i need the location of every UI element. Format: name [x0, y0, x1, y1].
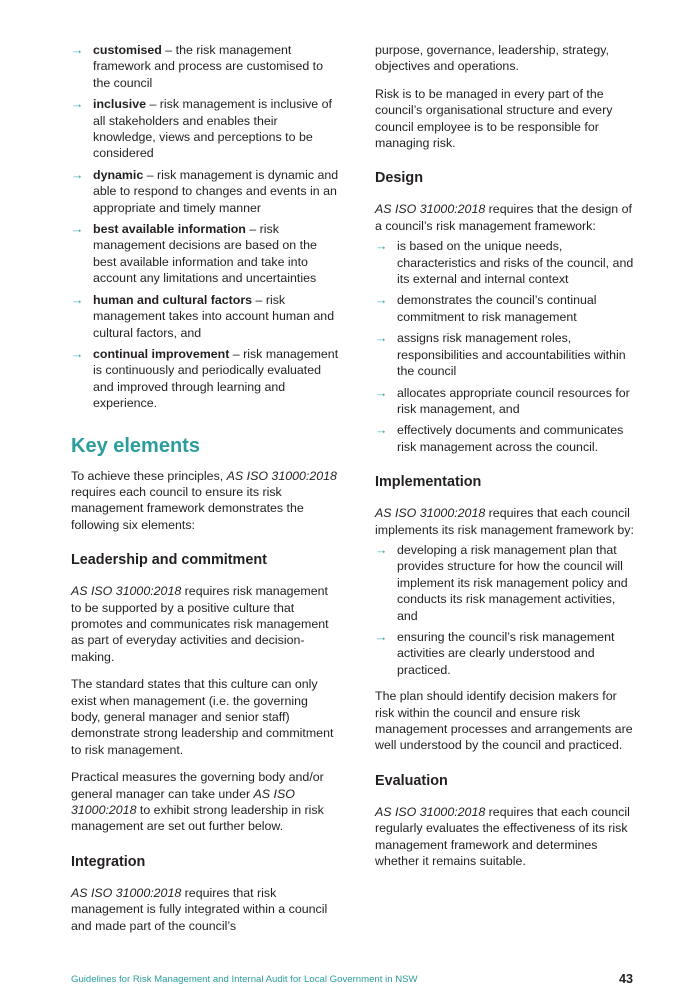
bullet-text: – risk management takes into account human and cultural factors, and: [93, 292, 335, 340]
bullet-text: assigns risk management roles, responsibilities and accountabilities within the council: [397, 331, 626, 379]
list-item: [71, 42, 339, 91]
list-item: [375, 629, 637, 678]
arrow-bullet-icon: →: [71, 167, 84, 182]
paragraph-text: requires that risk management is fully integrated within a council and made part of the council’s: [71, 885, 328, 933]
paragraph-text: requires that each council regularly evaluates the effectiveness of its risk management framework and determines whether it remains suitable.: [375, 804, 630, 869]
arrow-bullet-icon: →: [375, 385, 388, 400]
bullet-text: – risk management is inclusive of all stakeholders and enables their knowledge, views and perceptions to be considered: [93, 97, 332, 161]
bullet-text: effectively documents and communicates risk management across the council.: [397, 423, 624, 454]
implementation-heading: Implementation: [375, 474, 482, 491]
arrow-bullet-icon: →: [71, 43, 84, 57]
bullet-text: – the risk management framework and process are customised to the council: [93, 43, 324, 90]
evaluation-heading: Evaluation: [375, 772, 448, 789]
bullet-text: demonstrates the council’s continual commitment to risk management: [397, 293, 597, 324]
list-item: [71, 167, 339, 216]
integration-paragraph-continued: purpose, governance, leadership, strategy, objectives and operations.: [375, 43, 609, 74]
leadership-paragraph: [71, 583, 339, 665]
page-number: 43: [619, 972, 634, 986]
design-intro: [375, 201, 637, 234]
integration-heading: Integration: [71, 853, 146, 870]
arrow-bullet-icon: →: [71, 97, 84, 112]
intro-text: requires each council to ensure its risk management framework demonstrates the following six elements:: [71, 484, 304, 532]
list-item: [71, 346, 339, 412]
key-elements-heading: Key elements: [71, 434, 200, 457]
standard-ref: AS ISO 31000:2018: [375, 804, 486, 819]
bullet-text: allocates appropriate council resources for risk management, and: [397, 385, 630, 416]
intro-text: To achieve these principles,: [71, 468, 227, 483]
arrow-bullet-icon: →: [375, 293, 388, 308]
paragraph-text: Practical measures the governing body and/or general manager can take under: [71, 770, 324, 801]
key-elements-intro: [71, 468, 339, 534]
implementation-paragraph: The plan should identify decision makers for risk within the council and ensure risk management processes and arrangements are well understood by the council and practiced.: [375, 689, 633, 753]
footer-title: Guidelines for Risk Management and Internal Audit for Local Government in NSW: [71, 974, 418, 985]
bullet-text: – risk management decisions are based on the best available information and take into account any limitations and uncertainties: [93, 222, 317, 286]
bullet-text: ensuring the council’s risk management activities are clearly understood and practiced.: [397, 629, 615, 677]
principles-list: [71, 42, 339, 412]
list-item: [375, 385, 637, 418]
bullet-term: best available information: [93, 222, 246, 237]
list-item: [375, 422, 637, 455]
arrow-bullet-icon: →: [375, 542, 388, 557]
list-item: [375, 330, 637, 379]
arrow-bullet-icon: →: [71, 292, 84, 307]
bullet-term: human and cultural factors: [93, 292, 253, 307]
arrow-bullet-icon: →: [375, 239, 388, 254]
bullet-text: – risk management is dynamic and able to respond to changes and events in an appropriate and timely manner: [93, 167, 339, 215]
standard-ref: AS ISO 31000:2018: [375, 506, 486, 521]
leadership-paragraph: [71, 769, 339, 835]
standard-ref: AS ISO 31000:2018: [375, 202, 486, 217]
arrow-bullet-icon: →: [375, 423, 388, 438]
implementation-list: [375, 542, 637, 678]
standard-ref: AS ISO 31000:2018: [71, 584, 182, 599]
arrow-bullet-icon: →: [375, 331, 388, 346]
evaluation-paragraph: [375, 804, 637, 870]
arrow-bullet-icon: →: [375, 629, 388, 644]
standard-ref: AS ISO 31000:2018: [71, 885, 182, 900]
list-item: [71, 96, 339, 162]
bullet-term: inclusive: [93, 97, 147, 112]
arrow-bullet-icon: →: [71, 346, 84, 361]
paragraph-text: requires that the design of a council’s risk management framework:: [375, 202, 632, 233]
list-item: [375, 542, 637, 624]
paragraph-text: to exhibit strong leadership in risk management are set out further below.: [71, 803, 324, 834]
standard-ref: AS ISO 31000:2018: [71, 786, 295, 818]
bullet-term: customised: [93, 43, 162, 57]
design-heading: Design: [375, 170, 423, 187]
implementation-intro: [375, 505, 637, 538]
standard-ref: AS ISO 31000:2018: [226, 468, 337, 483]
integration-paragraph: Risk is to be managed in every part of the council’s organisational structure and every council employee is to be responsible for managing risk.: [375, 86, 613, 151]
arrow-bullet-icon: →: [71, 222, 84, 237]
design-list: [375, 238, 637, 455]
leadership-heading: Leadership and commitment: [71, 552, 267, 569]
bullet-term: continual improvement: [93, 346, 230, 361]
bullet-term: dynamic: [93, 167, 144, 182]
paragraph-text: requires risk management to be supported by a positive culture that promotes and communicates risk management as part of everyday activities and decision-making.: [71, 584, 329, 664]
paragraph-text: requires that each council implements its risk management framework by:: [375, 506, 634, 537]
list-item: [71, 221, 339, 287]
list-item: [71, 292, 339, 341]
left-column: [71, 42, 339, 934]
right-column: [375, 42, 637, 869]
bullet-text: – risk management is continuously and periodically evaluated and improved through learning and experience.: [93, 346, 339, 411]
integration-paragraph: [71, 885, 339, 934]
bullet-text: is based on the unique needs, characteristics and risks of the council, and its external and internal context: [397, 239, 634, 287]
leadership-paragraph: The standard states that this culture can only exist when management (i.e. the governing body, general manager and senior staff) demonstrate strong leadership and commitment to risk management.: [71, 677, 334, 757]
list-item: [375, 238, 637, 287]
list-item: [375, 292, 637, 325]
bullet-text: developing a risk management plan that provides structure for how the council will implement its risk management policy and conducts its risk management activities, and: [397, 542, 628, 623]
